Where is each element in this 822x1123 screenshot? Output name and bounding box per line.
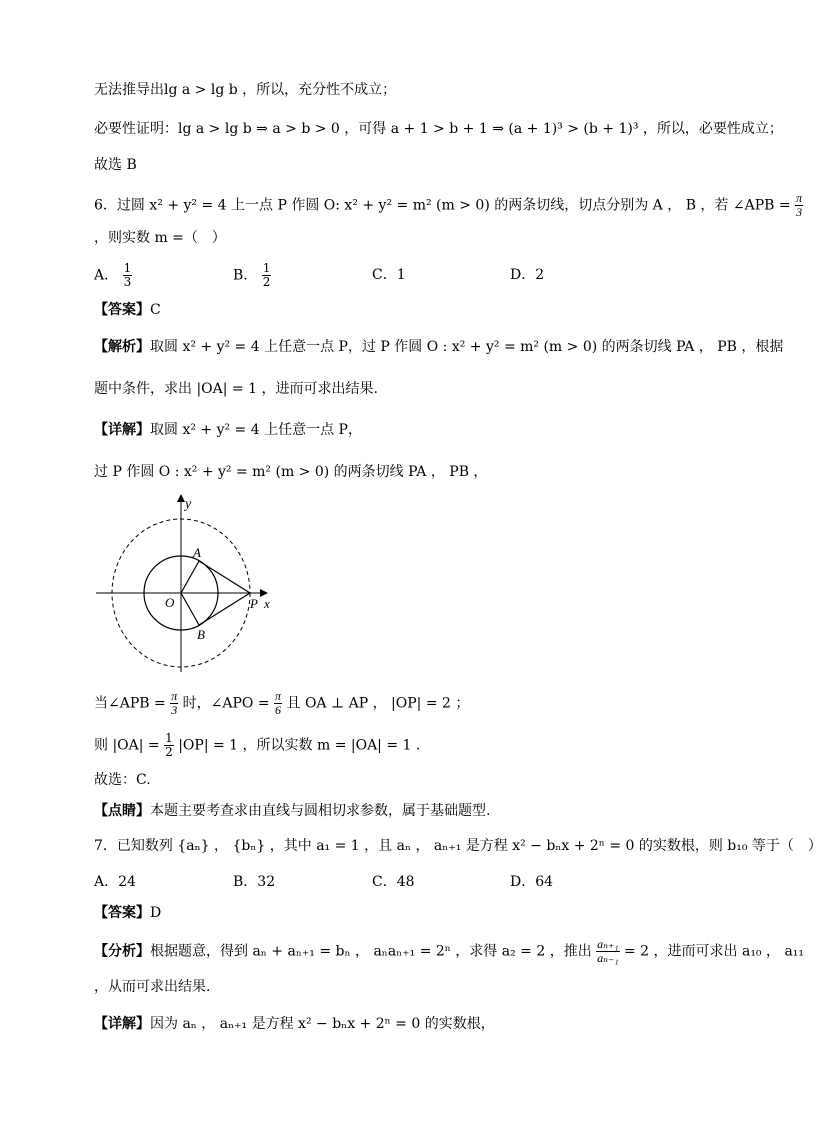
label-b: B bbox=[197, 627, 205, 642]
detail-text: 因为 aₙ ， aₙ₊₁ 是方程 x² − bₙx + 2ⁿ = 0 的实数根， bbox=[150, 1016, 495, 1032]
derivation-text: 时，∠APO = bbox=[182, 695, 270, 712]
analysis-7-line-2: ，从而可求出结果. bbox=[94, 979, 211, 995]
analysis-text: 取圆 x² + y² = 4 上任意一点 P，过 P 作圆 O : x² + y² = m² (m > 0) 的两条切线 PA ， PB ，根据 bbox=[150, 339, 784, 355]
tangent-pa bbox=[199, 561, 250, 593]
detail-label: 【详解】 bbox=[94, 422, 150, 438]
analysis-text: = 2 ，进而可求出 a₁₀ ， a₁₁ bbox=[623, 943, 805, 960]
fraction-pi-6 bbox=[274, 690, 282, 717]
detail-label: 【详解】 bbox=[94, 1016, 150, 1032]
detail-6-line-1 bbox=[94, 420, 362, 440]
label-x: x bbox=[264, 596, 270, 611]
detail-text: 取圆 x² + y² = 4 上任意一点 P， bbox=[150, 422, 362, 438]
fraction-denominator: 3 bbox=[171, 703, 178, 717]
derivation-line-2 bbox=[94, 732, 420, 759]
option-value: 32 bbox=[257, 874, 276, 890]
option-value: 1 bbox=[396, 267, 406, 283]
derivation-text: |OP| = 1 ，所以实数 m = |OA| = 1 . bbox=[178, 737, 421, 754]
detail-7 bbox=[94, 1014, 495, 1034]
option-value: 2 bbox=[535, 267, 545, 283]
analysis-label: 【解析】 bbox=[94, 339, 150, 355]
answer-value: C bbox=[150, 302, 161, 318]
ratio-fraction bbox=[596, 938, 619, 965]
option-fraction bbox=[262, 262, 272, 289]
option-value: 24 bbox=[118, 874, 136, 890]
fraction-one-half bbox=[164, 732, 174, 759]
analysis-6-line-2: 题中条件，求出 |OA| = 1 ，进而可求出结果. bbox=[94, 381, 378, 397]
option-7-d bbox=[510, 872, 553, 892]
option-letter: B． bbox=[233, 267, 258, 284]
option-value: 64 bbox=[535, 874, 554, 890]
question-6-stem bbox=[94, 192, 803, 219]
fraction-denominator: 6 bbox=[275, 703, 282, 717]
fraction-numerator: π bbox=[275, 689, 282, 703]
question-6-stem-continued: ，则实数 m =（ ） bbox=[94, 230, 226, 246]
label-a: A bbox=[193, 545, 201, 560]
text-line-1: 无法推导出lg a > lg b ，所以，充分性不成立； bbox=[94, 82, 397, 98]
option-value: 48 bbox=[396, 874, 415, 890]
fraction-denominator: 2 bbox=[165, 745, 173, 759]
choose-6: 故选：C. bbox=[94, 772, 151, 788]
option-7-b bbox=[233, 872, 275, 892]
answer-value: D bbox=[150, 905, 162, 921]
question-7-stem: 7．已知数列 {aₙ} ， {bₙ} ，其中 a₁ = 1 ，且 aₙ ， aₙ₊₁ 是方程 x² − bₙx + 2ⁿ = 0 的实数根，则 b₁₀ 等于（ ） bbox=[94, 838, 822, 854]
analysis-7-line-1 bbox=[94, 938, 804, 965]
tangent-pb bbox=[199, 593, 250, 625]
label-y: y bbox=[185, 497, 192, 512]
comment-label: 【点睛】 bbox=[94, 803, 150, 819]
radius-ob bbox=[181, 593, 199, 625]
analysis-text: 根据题意，得到 aₙ + aₙ₊₁ = bₙ ， aₙaₙ₊₁ = 2ⁿ ，求得 a₂ = 2 ，推出 bbox=[150, 943, 592, 960]
option-letter: B． bbox=[233, 874, 258, 890]
answer-label: 【答案】 bbox=[94, 905, 150, 921]
fraction-denominator: 3 bbox=[796, 205, 803, 219]
comment-6 bbox=[94, 801, 490, 821]
answer-6 bbox=[94, 300, 161, 320]
fraction-denominator: 3 bbox=[123, 275, 132, 289]
fraction-denominator: 2 bbox=[262, 275, 271, 289]
option-6-c bbox=[372, 265, 406, 285]
fraction-numerator: aₙ₊₁ bbox=[597, 937, 619, 951]
option-letter: D． bbox=[510, 874, 536, 890]
fraction-denominator: aₙ₋₁ bbox=[597, 951, 619, 965]
derivation-text: 且 OA ⊥ AP ， |OP| = 2 ； bbox=[286, 695, 470, 712]
option-letter: A． bbox=[94, 267, 119, 284]
radius-oa bbox=[181, 561, 199, 593]
derivation-text: 当∠APB = bbox=[94, 695, 166, 712]
detail-6-line-2: 过 P 作圆 O : x² + y² = m² (m > 0) 的两条切线 PA ， PB ， bbox=[94, 464, 488, 480]
answer-label: 【答案】 bbox=[94, 302, 150, 318]
analysis-label: 【分析】 bbox=[94, 943, 150, 960]
label-o: O bbox=[165, 595, 175, 610]
option-letter: C． bbox=[372, 874, 397, 890]
option-letter: A． bbox=[94, 874, 119, 890]
fraction-pi-3 bbox=[170, 690, 178, 717]
option-7-a bbox=[94, 872, 136, 892]
fraction-numerator: π bbox=[171, 689, 178, 703]
option-6-d bbox=[510, 265, 544, 285]
analysis-6-line-1 bbox=[94, 337, 783, 357]
derivation-text: 则 |OA| = bbox=[94, 737, 160, 754]
question-6-angle-fraction bbox=[795, 192, 803, 219]
text-line-3: 故选 B bbox=[94, 157, 137, 173]
comment-text: 本题主要考查求由直线与圆相切求参数，属于基础题型. bbox=[150, 803, 491, 819]
option-6-a bbox=[94, 262, 132, 289]
option-6-b bbox=[233, 262, 271, 289]
label-p: P bbox=[250, 596, 258, 611]
fraction-numerator: 1 bbox=[165, 731, 173, 745]
circle-tangent-figure bbox=[92, 492, 282, 682]
option-letter: D． bbox=[510, 267, 536, 283]
fraction-numerator: π bbox=[796, 191, 803, 205]
option-fraction bbox=[123, 262, 133, 289]
question-6-text: 6．过圆 x² + y² = 4 上一点 P 作圆 O: x² + y² = m² (m > 0) 的两条切线，切点分别为 A ， B ，若 ∠APB = bbox=[94, 197, 791, 214]
option-letter: C． bbox=[372, 267, 397, 283]
fraction-numerator: 1 bbox=[262, 261, 271, 275]
text-line-2: 必要性证明：lg a > lg b ⇒ a > b > 0 ，可得 a + 1 > b + 1 ⇒ (a + 1)³ > (b + 1)³ ，所以，必要性成立； bbox=[94, 121, 783, 137]
derivation-line-1 bbox=[94, 690, 469, 717]
fraction-numerator: 1 bbox=[123, 261, 132, 275]
option-7-c bbox=[372, 872, 415, 892]
answer-7 bbox=[94, 903, 161, 923]
